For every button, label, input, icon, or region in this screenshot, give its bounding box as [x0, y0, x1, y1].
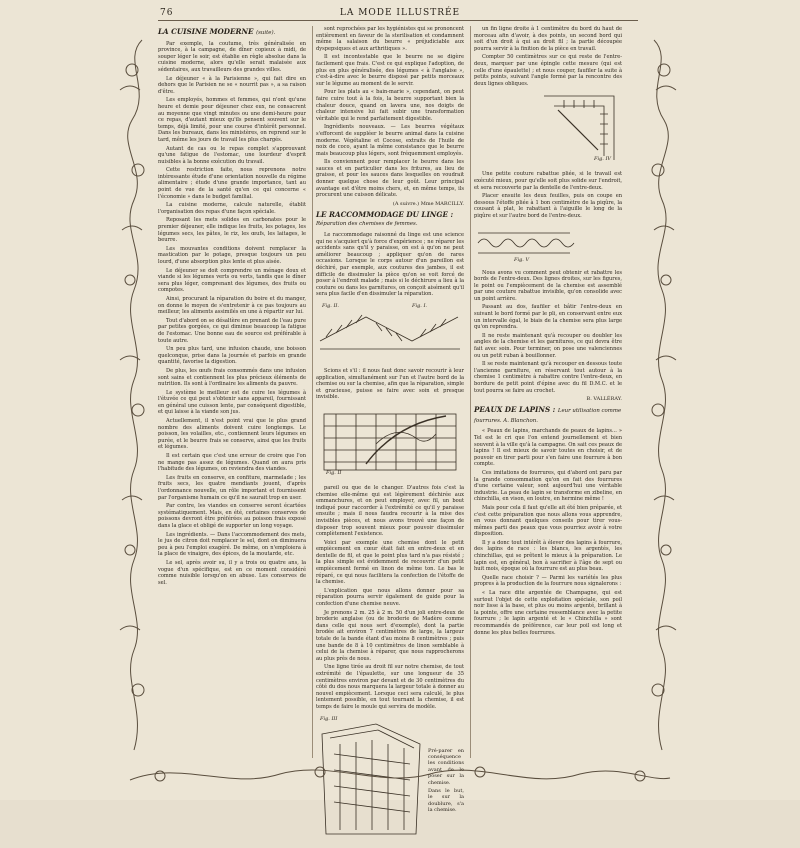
paragraph: La cuisine moderne, calcule naturelle, établit l'organisation des repas d'une façon spéciale.: [158, 202, 306, 215]
author-signature: B. VALLÉRAY.: [586, 396, 622, 403]
paragraph: Ces imitations de fourrures, qui d'abord ont paru par la grande consommation qu'on en fait des fourrures d'une certaine valeur, sont aujourd'hui une véritable industrie. La peau de lapin se transforme en zibeline, en chinchilla, en vison, en loutre, en hermine même !: [474, 469, 622, 503]
sewing-figure-1: [316, 301, 464, 365]
paragraph: sont reprochées par les hygiénistes qui se prononcent entièrement en faveur de la sterilisation et condamnent même la salaison du beurre « préjudiciable aux dyspepsiques et aux arthritiques ».: [316, 26, 464, 52]
paragraph: Il ne reste maintenant qu'à recouper ou doubler les angles de la chemise et les garnitures, ce qui devra être fait avec soin. Pour terminer, on pose une valenciennes ou un petit ruban à bouillonner.: [474, 332, 622, 359]
paragraph: Il est certain que c'est une erreur de croire que l'on ne mange pas assez de légumes. Quand on aura pris l'habitude des légumes, on reviendra des viandes.: [158, 453, 306, 473]
paragraph: Par contre, les viandes en conserve seront écartées systématiquement. Mais, en été, certaines conserves de poissons devront être préférées au poisson frais exposé dans la glace et obligé de supporter un long voyage.: [158, 503, 306, 529]
column-divider: [312, 26, 313, 758]
paragraph: Quelle race choisir ? — Parmi les variétés les plus propres à la production de la fourrure nous signalerons :: [474, 574, 622, 588]
figure-caption: Fig. II.: [322, 302, 339, 309]
author-signature: (A suivre.) Mme MARCILLY.: [392, 200, 464, 207]
paragraph: Autant de cas ou le repas complet s'approuvant qu'une fatigue de l'estomac, une lourdeur d'esprit nuisibles à la bonne exécution du travail.: [158, 145, 306, 165]
paragraph: Il se reste maintenant qu'à recouper en dessous toute l'ancienne garniture, en réservant tout autour à la chemise 1 centimètre à rabattre contre l'entre-deux, en bordure de petit point d'épine avec du fil D.M.C. et le tout pourra se faire au crochet.: [474, 361, 622, 394]
paragraph: Voici par exemple une chemise dont le petit empiècement en cœur était fait en entre-deux et en dentelle de fil, et que le point plus tard n'a pas résisté ; la plus simple est évidemment de recouvrir d'un petit empiècement fermé en linon de même ton. Le bas le réparé, ce qui nous facilitera la confection de l'étoffe de la chemise.: [316, 539, 464, 586]
paragraph: Pré-parer en conséquence les conditions avant de le poser sur la chemise.: [428, 747, 464, 786]
bottom-ornament: [120, 760, 680, 790]
page-number: 76: [160, 8, 174, 18]
figure-caption: Fig. III: [320, 715, 338, 722]
paragraph: Passant au dos, faufiler et bâtir l'entre-deux en suivant le bord formé par le pli, en conservant entre eux un intervalle égal, le biais de la chemise sera plus large qu'on reprendra.: [474, 304, 622, 331]
paragraph: Un peu plus tard, une infusion chaude, une boisson quelconque, prise dans la journée et parfois en grande quantité, favorise la digestion.: [158, 346, 306, 366]
paragraph: Ils conviennent pour remplacer le beurre dans les sauces et en particulier dans les fritures, au lieu de graisse, et pour les sauces dans lesquelles on voudrait donner quelque chose de leur goût. Leur principal avantage est d'être moins chers, et, en même temps, ils procurent une cuisson délicate.: [316, 159, 464, 199]
paragraph: un fin ligne droite à 1 centimètre du bord du haut de morceau afin d'avoir, à des points, un second bord qui soit d'un droit à qui au droit fil ; la partie découpée pourra servir à la finition de la pièce en travail.: [474, 26, 622, 52]
column-1: [158, 26, 306, 758]
header-rule: [158, 20, 638, 21]
figure-caption: Fig. I.: [412, 302, 428, 309]
right-floral-border: [640, 30, 684, 790]
paragraph: Le déjeuner se doit comprendre un ménage doux et viande si les légumes verts ou verts, tandis que le dîner sera plus léger, comprenant des légumes, des fruits ou compotes.: [158, 267, 306, 294]
paragraph: Une ligne tirée au droit fil sur notre chemise, de tout extrémité de l'épaulette, sur une longueur de 35 centimètres environ par devant et de 30 centimètres du côté du dos nous marquera la largeur totale à donner au nouvel empiècement. Lorsque ceci sera calculé, le plus lentement possible, en tout tournant la chemise, il est temps de faire le moule qui servira de modèle.: [316, 664, 464, 710]
paragraph: Le déjeuner « à la Parisienne », qui fait dire en dehors que le Parisien ne se « nourrit pas », a sa raison d'être.: [158, 75, 306, 95]
column-2: [316, 26, 464, 814]
article-body-cuisine: [158, 41, 306, 587]
paragraph: Ingrédients nouveaux. — Les beurres végétaux s'efforcent de suppléer le beurre animal dans la cuisine moderne. Végétaline et Cocose, extraits de l'huile de noix de coco, ayant la même consistance que le beurre mais beaucoup plus légers, sont fréquemment employés.: [316, 124, 464, 157]
paragraph: De plus, les œufs frais consommés dans une infusion sont sains et contiennent les plus précieux éléments de nutrition. Ils sont à l'ordinaire les aliments du pauvre.: [158, 367, 306, 388]
paragraph: Tout d'abord on se désaltère en prenant de l'eau pure par petites gorgées, ce qui diminue beaucoup la fatigue de l'estomac. Une bonne eau de source est préférable à toute autre.: [158, 317, 306, 344]
paragraph: Les fruits en conserve, en confiture, marmelade ; les fruits secs, les quatre mendiants jouent, d'après l'ordonnance nouvelle, un rôle important et fournissent par l'organisme humain ce qu'il ne saurait trop en user.: [158, 474, 306, 501]
paragraph: Le système le meilleur est de cuire les légumes à l'étuvée ce qui peut s'obtenir sans appareil, fournissant en général une cuisson lente, par conséquent digestible, et qui laisse à la viande son jus.: [158, 389, 306, 416]
paragraph: Par exemple, la coutume, très généralisée en province, à la campagne, de dîner copieux à midi, de souper léger le soir, est établie en règle absolue dans la cuisine moderne, alors qu'elle serait malaisée aux sédentaires, aux travailleurs des grandes villes.: [158, 40, 306, 73]
paragraph: « La race dite argentée de Champagne, qui est surtout l'objet de cette exploitation spéciale, son poil noir lisse à la base, et plus ou moins argenté, brillant à la pointe, offre une certaine ressemblance avec la petite fourrure ; le lapin argenté et le « Chinchilla » sont recommandés de préférence, car leur poil est long et donne les plus belles fourrures.: [474, 590, 622, 636]
figure-2-needle-illustration: [316, 404, 464, 482]
figure-caption: Fig. V: [514, 256, 530, 263]
figure-1-stitch-illustration: [316, 301, 464, 365]
paragraph: Mais pour cela il faut qu'elle ait été bien préparée, et c'est cette préparation que nous allons vous apprendre, en vous donnant quelques conseils pour tirer vous-mêmes parti des peaux que vous pourriez avoir à votre disposition.: [474, 504, 622, 538]
paragraph: Le raccommodage raisonné du linge est une science qui ne s'acquiert qu'à force d'expérience ; ne réparer les accidents sans qu'il y paraisse, on est à qu'on ne peut améliorer beaucoup ; appliquer qu'on de rares occasions. Lorsque le corps autour d'un pareillon est déchiré, par exemple, aux coutures des jambes, il est difficile de dissimuler la pièce qu'on se voit forcé de poser à l'endroit malade ; mais si le déchirure a lieu à la couture ou dans les garnitures, on conçoit aisément qu'il sera plus facile d'en dissimuler la réparation.: [316, 232, 464, 298]
paragraph: Je prenons 2 m. 25 à 2 m. 50 d'un joli entre-deux de broderie anglaise (ou de broderie de Madère comme dans celle qui nous sert d'exemple), dont la partie brodée ait environ 7 centimètres de large, la largeur totale de la bande étant d'au moins 8 centimètres ; puis une bande de 8 à 10 centimètres de linon semblable à celui de la chemise à réparer, que nous rapprocherons au plus près de nous.: [316, 609, 464, 662]
figure-5-lace-illustration: [474, 223, 622, 267]
article-title-cuisine: LA CUISINE MODERNE (suite).: [158, 27, 276, 36]
column-3: [474, 26, 622, 758]
article-title-linge: LE RACCOMMODAGE DU LINGE : Réparation des chemises de femmes.: [316, 209, 454, 228]
paragraph: Reposant les mets solides en carbonates pour le premier déjeuner, elle indique les fruits, les potages, les légumes secs, les pâtes, le riz, les œufs, les laitages, le beurre.: [158, 217, 306, 244]
paragraph: Nous avons vu comment peut obtenir et rabattre les bords de l'entre-deux. Des lignes droites, sur les figures, le point ou l'empiècement de la chemise est assemblé par une couture rabattue invisible, qu'on consolide avec un point arrière.: [474, 269, 622, 302]
column-divider: [470, 26, 471, 758]
paragraph: Les mouvantes conditions doivent remplacer la mastication par le potage, presque toujours un peu lourd, d'une absorption plus lente et plus aisée.: [158, 245, 306, 265]
paragraph: Ainsi, procurant la réparation du boire et du manger, on donne le moyen de s'entretenir à ce pas toujours au meilleur, les aliments assimilés en une à répartir sur lui.: [158, 295, 306, 316]
left-floral-border: [112, 30, 156, 790]
figure-caption: Fig. II: [326, 469, 342, 476]
figure-caption: Fig. IV: [594, 156, 612, 163]
paragraph: Les ingrédients. — Dans l'accommodement des mets, le jus de citron doit remplacer le sel, dont on diminuera peu à peu l'emploi exagéré. De même, on n'emploiera à la place de vinaigre, des épices, de la moutarde, etc.: [158, 531, 306, 558]
article-title-lapins: PEAUX DE LAPINS : Leur utilisation comme fourrures. A. Blanchon.: [474, 405, 622, 424]
paragraph: Compter 50 centimètres sur ce qui reste de l'entre-deux, marquer par une épingle cette mesure (qui est celle d'une épaulette) ; et nous couper, faufiler la suite à petits points, suivant l'angle formé par la rencontre des deux lignes obliques.: [474, 54, 622, 87]
paragraph: Dans le but, le sur la doublure, s'a la chemise.: [428, 787, 464, 814]
paragraph: Les employés, hommes et femmes, qui n'ont qu'une heure et demie pour déjeuner chez eux, ne consacrent au moyenne que vingt minutes ou une demi-heure pour ce repas, d'autant mieux qu'ils pensent souvent sur le temps, déjà limité, pour une course d'intérêt personnel. Dans les bureaux, dans les ministères, on reprend sur le tard, même les jours de travail les plus chargés.: [158, 97, 306, 143]
paragraph: Pour les plats au « bain-marie », cependant, on peut faire cuire tout à la fois, la beurre supportant bien la chaleur douce, quand on lavera une, nos doigts de chaleur intensive lui fait subir une transformation véritable qui le rend parfaitement digestible.: [316, 89, 464, 122]
paragraph: Cette restriction faite, nous reprenons notre intéressante étude d'une orientation nouvelle du régime alimentaire ; étude d'une grande importance, tant au point de vue de la santé qu'en ce qui concerne « l'économie » dans le budget familial.: [158, 167, 306, 200]
figure-4-corner-illustration: [474, 90, 622, 168]
magazine-title: LA MODE ILLUSTRÉE: [339, 8, 461, 18]
paragraph: Une petite couture rabattue pliée, si le travail est exécuté mieux, pour qu'elle soit plus solide sur l'endroit, et sera recouverte par la dentelle de l'entre-deux.: [474, 171, 622, 191]
paragraph: Scions et s'il : il nous faut donc savoir recourir à leur application, simultanément sur l'un et l'autre bord de la chemise ou sur la chemise, afin que la réparation, simple et gracieuse, puisse se faire avec soin et presque invisible.: [316, 367, 464, 401]
paragraph: pareil ou que de le changer. D'autres fois c'est la chemise elle-même qui est légèrement déchirée aux emmanchures, et on peut employer, avec fil, un bout indiqué pour raccorder à l'extrémité ce qu'il y paraisse ensuite ; mais il nous faudra recourir à la mise des invisibles pièces, et nous avons trouvé une façon de disposer trop souvent mieux pour pouvoir dissimuler complètement l'existence.: [316, 484, 464, 538]
paragraph: « Peaux de lapins, marchands de peaux de lapins... » Tel est le cri que l'on entend journellement et bien souvent à la ville qu'à la campagne. On sait ces peaux de lapins ! Il est mieux de savoir toutes en choisir, et de pouvoir en tirer parti pour s'en faire une fourrure à bon compte.: [474, 428, 622, 468]
paragraph: Il est incontestable que le beurre ne se digère facilement que frais. C'est ce qui explique l'adoption, de plus en plus généralisée, des légumes « à l'anglaise », c'est-à-dire avec le beurre disposé par petits morceaux sur le légume au moment de le servir.: [316, 54, 464, 87]
paragraph: Actuellement, il n'est point vrai que le plus grand nombre des aliments doivent cuire longtemps. Le poisson, les volailles, etc., contiennent leurs légumes en purée, et le beurre frais se conserve, ainsi que les fruits et légumes.: [158, 418, 306, 451]
paragraph: L'explication que nous allons donner pour sa réparation pourra servir également de guide pour la confection d'une chemise neuve.: [316, 587, 464, 608]
paragraph: Placer ensuite les deux feuilles, puis on coupe en dessous l'étoffe pliée à 1 bon centimètre de la piqûre, la cousant à plat, le rabattant à l'aiguille le long de la piqûre et sur l'autre bord de l'entre-deux.: [474, 193, 622, 219]
paragraph: Le sel, après avoir su, il y a trois ou quatre ans, la vogue d'un spécifique, est en ce moment considéré comme nuisible lorsqu'on en abuse. Les conserves de sel.: [158, 559, 306, 586]
paragraph: Il y a donc tout intérêt à élever des lapins à fourrure, des lapins de race : les blancs, les argentés, les chinchillas, qui se prêtent le mieux à la préparation. Le lapin est, en général, bon à sacrifier à l'âge de sept ou huit mois, époque où la fourrure est au plus beau.: [474, 539, 622, 573]
